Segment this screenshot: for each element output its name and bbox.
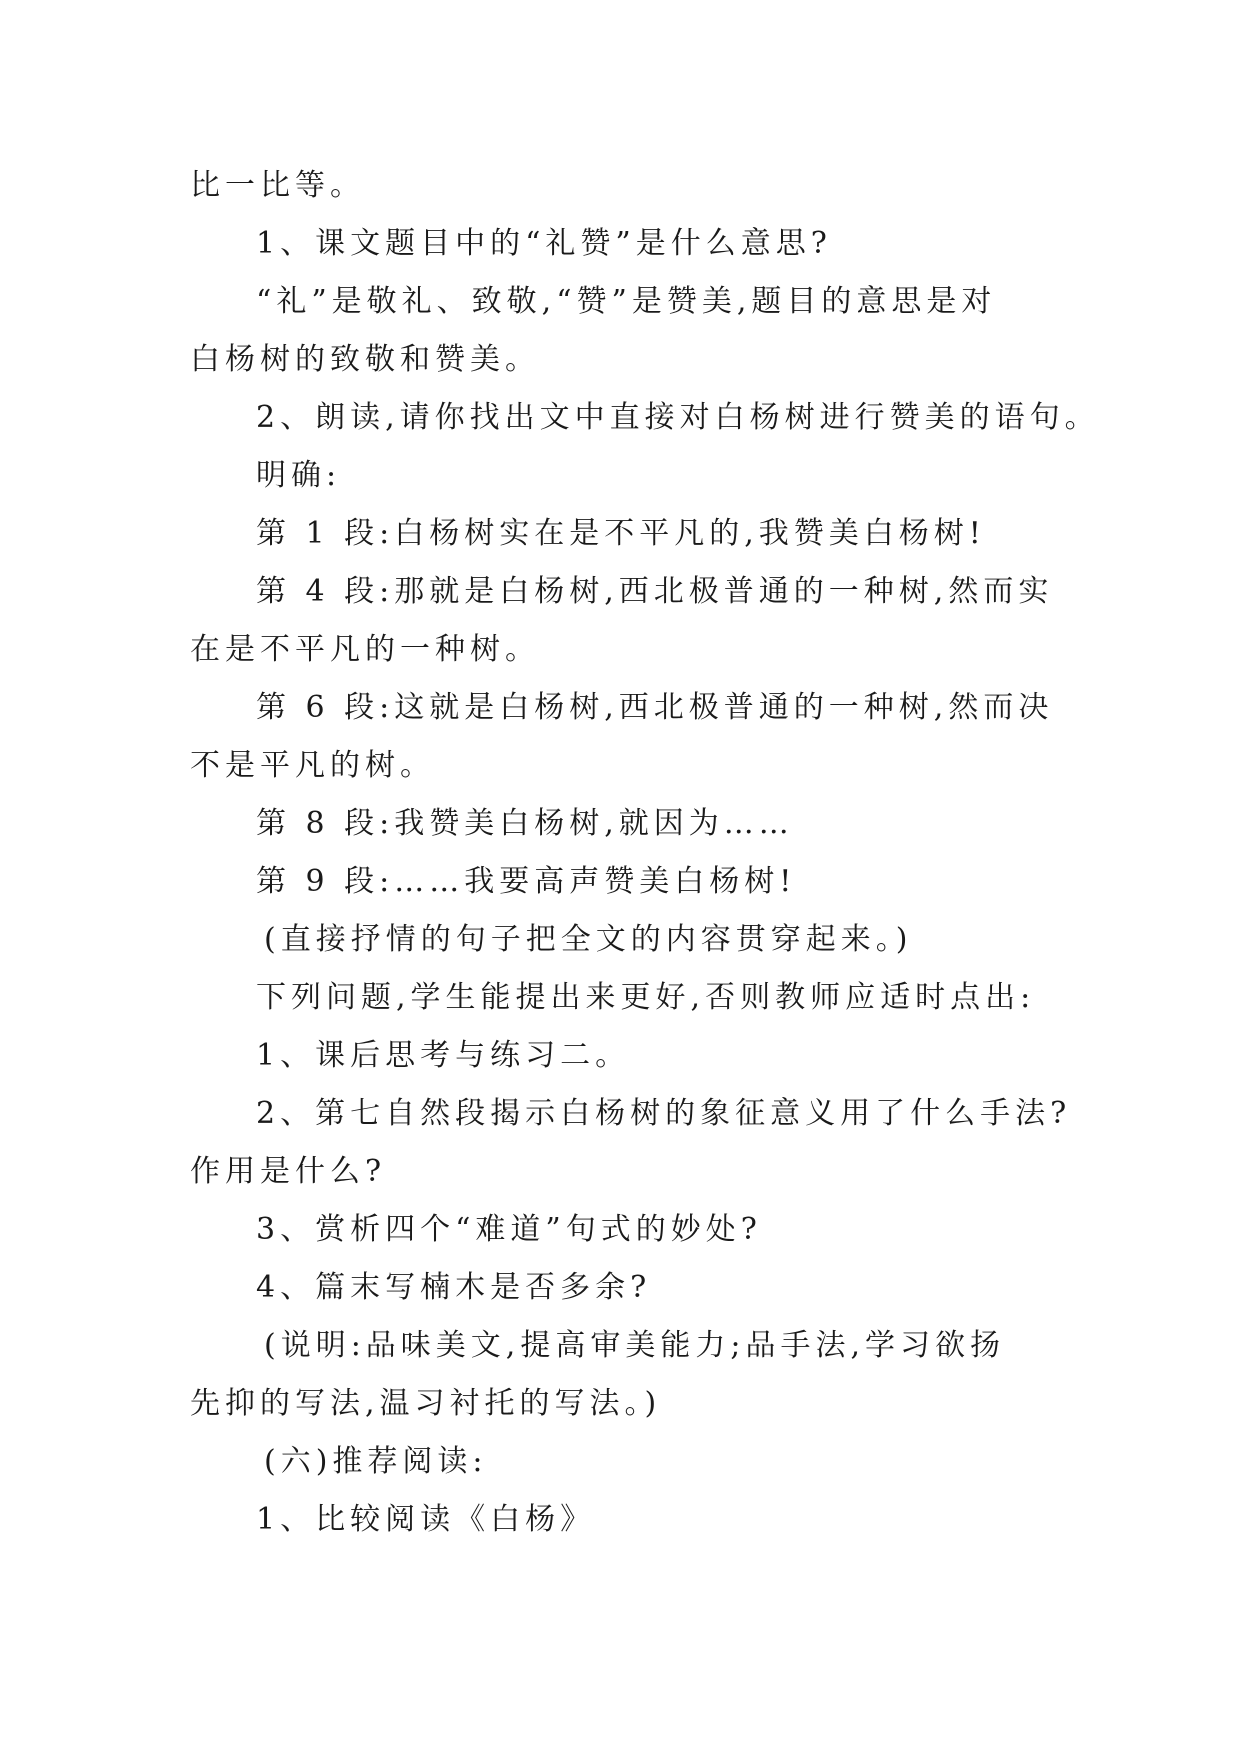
question-item: 3、赏析四个“难道”句式的妙处? <box>256 1212 762 1247</box>
text-line: 明确: <box>256 458 342 493</box>
quote-line: 第 1 段:白杨树实在是不平凡的,我赞美白杨树! <box>256 516 986 551</box>
question-item: 4、篇末写楠木是否多余? <box>256 1270 652 1305</box>
text-line: 下列问题,学生能提出来更好,否则教师应适时点出: <box>256 980 1036 1015</box>
quote-line: 第 9 段:……我要高声赞美白杨树! <box>256 864 797 899</box>
quote-line: 第 8 段:我赞美白杨树,就因为…… <box>256 806 794 841</box>
note-line: (直接抒情的句子把全文的内容贯穿起来。) <box>264 922 913 957</box>
reading-item: 1、比较阅读《白杨》 <box>256 1502 596 1537</box>
text-line: 比一比等。 <box>190 168 365 203</box>
quote-line-continued: 在是不平凡的一种树。 <box>190 632 540 667</box>
question-item-continued: 作用是什么? <box>190 1154 387 1189</box>
note-line-continued: 先抑的写法,温习衬托的写法。) <box>190 1386 662 1421</box>
quote-line: 第 4 段:那就是白杨树,西北极普通的一种树,然而实 <box>256 574 1054 609</box>
section-heading: (六)推荐阅读: <box>264 1444 488 1479</box>
answer-paragraph: “礼”是敬礼、致敬,“赞”是赞美,题目的意思是对 <box>256 284 997 319</box>
question-item: 2、第七自然段揭示白杨树的象征意义用了什么手法? <box>256 1096 1072 1131</box>
quote-line-continued: 不是平凡的树。 <box>190 748 435 783</box>
question-item: 1、课文题目中的“礼赞”是什么意思? <box>256 226 832 261</box>
question-item: 1、课后思考与练习二。 <box>256 1038 631 1073</box>
quote-line: 第 6 段:这就是白杨树,西北极普通的一种树,然而决 <box>256 690 1054 725</box>
question-item: 2、朗读,请你找出文中直接对白杨树进行赞美的语句。 <box>256 400 1100 435</box>
answer-paragraph-continued: 白杨树的致敬和赞美。 <box>190 342 540 377</box>
note-line: (说明:品味美文,提高审美能力;品手法,学习欲扬 <box>264 1328 1005 1363</box>
